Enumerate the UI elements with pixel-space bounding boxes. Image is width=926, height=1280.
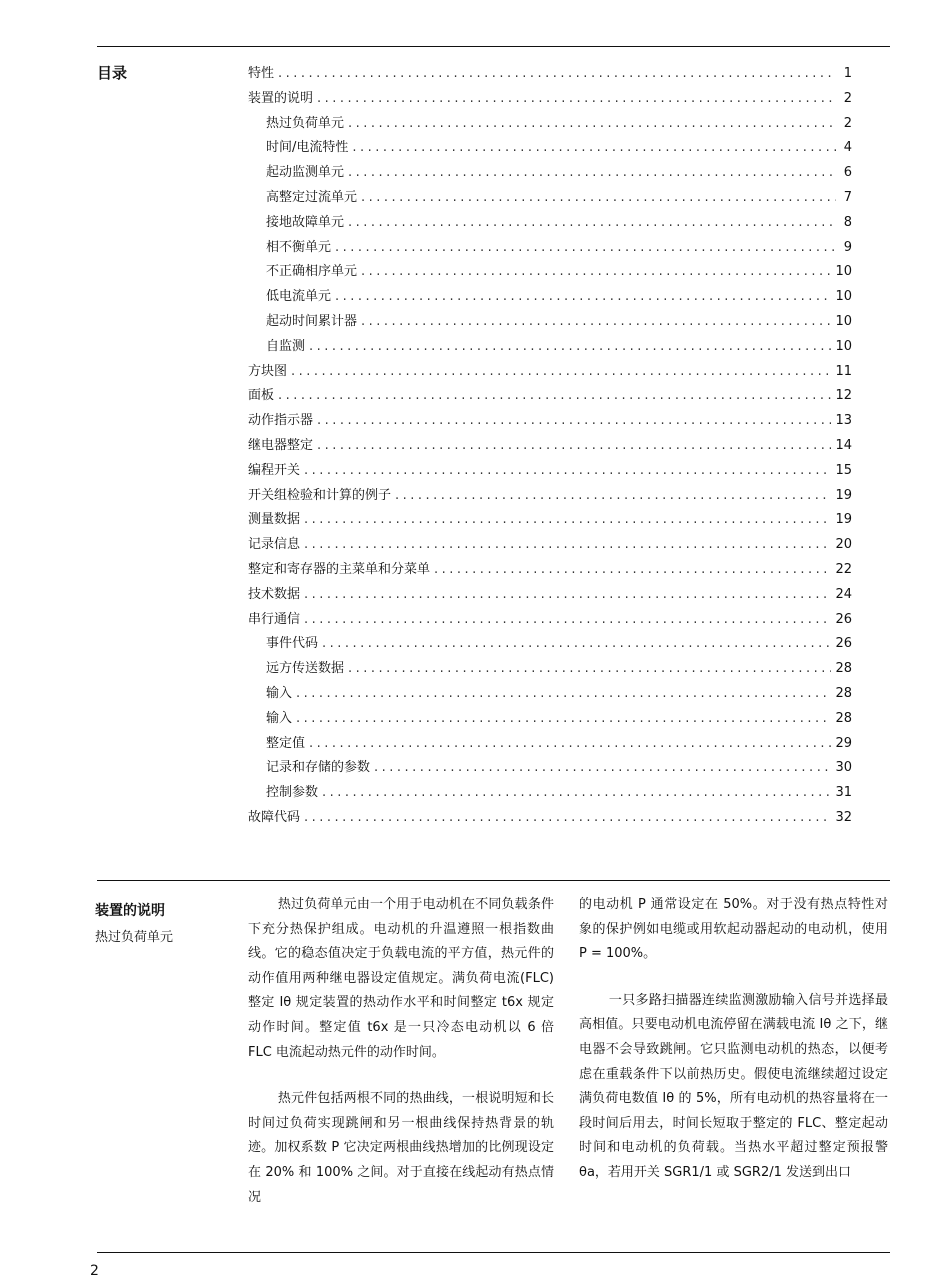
toc-entry-page: 32 <box>835 809 852 825</box>
toc-leader-dots <box>322 636 831 651</box>
toc-entry <box>248 62 852 87</box>
toc-entry-title: 接地故障单元 <box>266 214 345 230</box>
toc-entry-title: 低电流单元 <box>266 289 332 305</box>
toc-entry <box>248 384 852 409</box>
toc-entry <box>248 732 852 757</box>
toc-entry-page: 24 <box>835 586 852 602</box>
toc-entry-page: 1 <box>843 66 852 81</box>
bottom-rule <box>97 1252 890 1253</box>
toc-entry-page: 13 <box>835 413 852 429</box>
paragraph: 的电动机 P 通常设定在 50%。对于没有热点特性对象的保护例如电缆或用软起动器起动的电动机，使用 P = 100%。 <box>579 897 888 962</box>
toc-entry-page: 28 <box>835 710 852 726</box>
toc-entry-title: 串行通信 <box>248 611 301 627</box>
toc-entry-page: 12 <box>835 388 852 404</box>
toc-entry-title: 故障代码 <box>248 809 301 825</box>
section-subtitle: 热过负荷单元 <box>95 930 174 945</box>
toc-entry-title: 事件代码 <box>266 636 319 652</box>
toc-entry <box>248 360 852 385</box>
toc-leader-dots <box>309 339 831 354</box>
toc-entry <box>248 434 852 459</box>
toc-leader-dots <box>317 438 831 453</box>
toc-entry-title: 整定值 <box>266 735 306 751</box>
toc-leader-dots <box>348 116 836 131</box>
toc-entry-page: 11 <box>835 363 852 379</box>
toc-entry-page: 20 <box>835 537 852 553</box>
toc-entry-title: 热过负荷单元 <box>266 115 345 131</box>
toc-entry-title: 控制参数 <box>266 785 319 801</box>
toc-entry-page: 2 <box>843 90 852 106</box>
toc-entry-title: 编程开关 <box>248 462 301 478</box>
toc-entry-page: 7 <box>843 189 852 205</box>
toc-entry-title: 起动时间累计器 <box>266 313 358 329</box>
toc-leader-dots <box>304 512 831 527</box>
toc-entry-page: 14 <box>835 437 852 453</box>
toc-entry-title: 整定和寄存器的主菜单和分菜单 <box>248 561 431 577</box>
toc-entry <box>248 806 852 831</box>
toc-leader-dots <box>278 388 831 403</box>
toc-entry <box>248 112 852 137</box>
toc-entry-title: 测量数据 <box>248 512 301 528</box>
toc-leader-dots <box>304 587 831 602</box>
toc-leader-dots <box>296 711 831 726</box>
paragraph: 一只多路扫描器连续监测激励输入信号并选择最高相值。只要电动机电流停留在满载电流 Iθ 之下，继电器不会导致跳闸。它只监测电动机的热态，以便考虑在重载条件下以前热历史。假使电流继续超过设定满负荷电数值 Iθ 的 5%，所有电动机的热容量将在一段时间后用去，时间长短取于整定的 FLC、整定起动时间和电动机的负荷载。当热水平超过整定预报警 θa，若用开关 SGR1/1 或 SGR2/1 发送到出口 <box>579 992 888 1180</box>
text-column-left <box>248 893 554 1210</box>
toc-entry-page: 19 <box>835 512 852 528</box>
toc-entry-page: 8 <box>843 214 852 230</box>
paragraph: 热过负荷单元由一个用于电动机在不同负载条件下充分热保护组成。电动机的升温遵照一根指数曲线。它的稳态值决定于负载电流的平方值，热元件的动作值用两种继电器设定值规定。满负荷电流(FLC)整定 Iθ 规定装置的热动作水平和时间整定 t6x 规定动作时间。整定值 t6x 是一只冷态电动机以 6 倍 FLC 电流起动热元件的动作时间。 <box>248 897 554 1060</box>
toc-entry-page: 26 <box>835 636 852 652</box>
toc-entry <box>248 632 852 657</box>
section-title: 装置的说明 <box>95 903 165 919</box>
toc-entry-page: 10 <box>835 264 852 280</box>
toc-entry-title: 高整定过流单元 <box>266 189 358 205</box>
toc-entry-page: 30 <box>835 760 852 776</box>
toc-entry <box>248 87 852 112</box>
toc-entry <box>248 310 852 335</box>
toc-entry <box>248 533 852 558</box>
toc-leader-dots <box>361 314 831 329</box>
toc-entry <box>248 707 852 732</box>
toc-entry-title: 输入 <box>266 685 293 701</box>
toc-entry <box>248 657 852 682</box>
toc-leader-dots <box>395 488 831 503</box>
toc-entry-page: 9 <box>843 239 852 255</box>
toc-entry <box>248 161 852 186</box>
toc-entry <box>248 484 852 509</box>
toc-entry-title: 技术数据 <box>248 586 301 602</box>
toc-entry <box>248 335 852 360</box>
toc-leader-dots <box>348 661 831 676</box>
toc-leader-dots <box>348 165 836 180</box>
toc-entry-page: 26 <box>835 611 852 627</box>
toc-entry-page: 15 <box>835 462 852 478</box>
toc-entry-title: 特性 <box>248 66 275 81</box>
toc-entry-page: 10 <box>835 338 852 354</box>
toc-entry-title: 面板 <box>248 388 275 404</box>
toc-leader-dots <box>335 240 836 255</box>
toc-entry <box>248 608 852 633</box>
toc-leader-dots <box>322 785 831 800</box>
toc-leader-dots <box>352 140 836 155</box>
toc-heading: 目录 <box>97 64 128 82</box>
toc-entry <box>248 781 852 806</box>
toc-entry-page: 28 <box>835 685 852 701</box>
toc-entry <box>248 409 852 434</box>
toc-leader-dots <box>291 364 831 379</box>
toc-leader-dots <box>304 612 831 627</box>
toc-leader-dots <box>296 686 831 701</box>
toc-leader-dots <box>317 413 831 428</box>
toc-entry-title: 装置的说明 <box>248 90 314 106</box>
toc-entry <box>248 236 852 261</box>
toc-entry-page: 28 <box>835 661 852 677</box>
toc-entry-title: 相不衡单元 <box>266 239 332 255</box>
toc-entry-title: 输入 <box>266 710 293 726</box>
page-number: 2 <box>90 1263 99 1279</box>
toc-entry-page: 4 <box>843 140 852 156</box>
toc-leader-dots <box>361 190 836 205</box>
toc-leader-dots <box>304 810 831 825</box>
toc-leader-dots <box>317 91 836 106</box>
toc-entry-title: 不正确相序单元 <box>266 264 358 280</box>
toc-leader-dots <box>348 215 836 230</box>
toc-leader-dots <box>434 562 831 577</box>
toc-entry-page: 31 <box>835 785 852 801</box>
toc-entry-page: 2 <box>843 115 852 131</box>
top-rule <box>97 46 890 47</box>
toc-leader-dots <box>374 760 831 775</box>
toc-entry <box>248 186 852 211</box>
toc-leader-dots <box>361 264 831 279</box>
toc-leader-dots <box>335 289 831 304</box>
toc-entry-title: 方块图 <box>248 363 288 379</box>
toc-entry-title: 时间/电流特性 <box>266 140 349 156</box>
toc-entry <box>248 756 852 781</box>
toc-entry-title: 继电器整定 <box>248 437 314 453</box>
toc-entry <box>248 558 852 583</box>
toc-entry-page: 10 <box>835 289 852 305</box>
toc-entry <box>248 211 852 236</box>
toc-entry-page: 29 <box>835 735 852 751</box>
toc-entry-page: 19 <box>835 487 852 503</box>
toc-entry <box>248 508 852 533</box>
toc-leader-dots <box>278 66 836 81</box>
toc-entry-title: 起动监测单元 <box>266 165 345 181</box>
toc-entry-title: 远方传送数据 <box>266 661 345 677</box>
toc-entry-page: 22 <box>835 561 852 577</box>
toc-entry <box>248 260 852 285</box>
toc-entry <box>248 682 852 707</box>
toc-entry <box>248 136 852 161</box>
section-rule <box>97 880 890 881</box>
text-column-right <box>579 893 888 1186</box>
toc-entry-title: 自监测 <box>266 338 306 354</box>
toc-entry-title: 开关组检验和计算的例子 <box>248 487 392 503</box>
toc-entry-page: 10 <box>835 313 852 329</box>
toc-entry-page: 6 <box>843 165 852 181</box>
toc-entry-title: 记录信息 <box>248 537 301 553</box>
toc-leader-dots <box>309 736 831 751</box>
paragraph: 热元件包括两根不同的热曲线，一根说明短和长时间过负荷实现跳闸和另一根曲线保持热背景的轨迹。加权系数 P 它决定两根曲线热增加的比例现设定在 20% 和 100% 之间。对于直接在线起动有热点情况 <box>248 1091 554 1205</box>
toc-entry-title: 动作指示器 <box>248 413 314 429</box>
toc-leader-dots <box>304 537 831 552</box>
toc-entry <box>248 459 852 484</box>
toc-entry-title: 记录和存储的参数 <box>266 760 371 776</box>
table-of-contents <box>248 62 852 831</box>
toc-entry <box>248 285 852 310</box>
toc-entry <box>248 583 852 608</box>
toc-leader-dots <box>304 463 831 478</box>
